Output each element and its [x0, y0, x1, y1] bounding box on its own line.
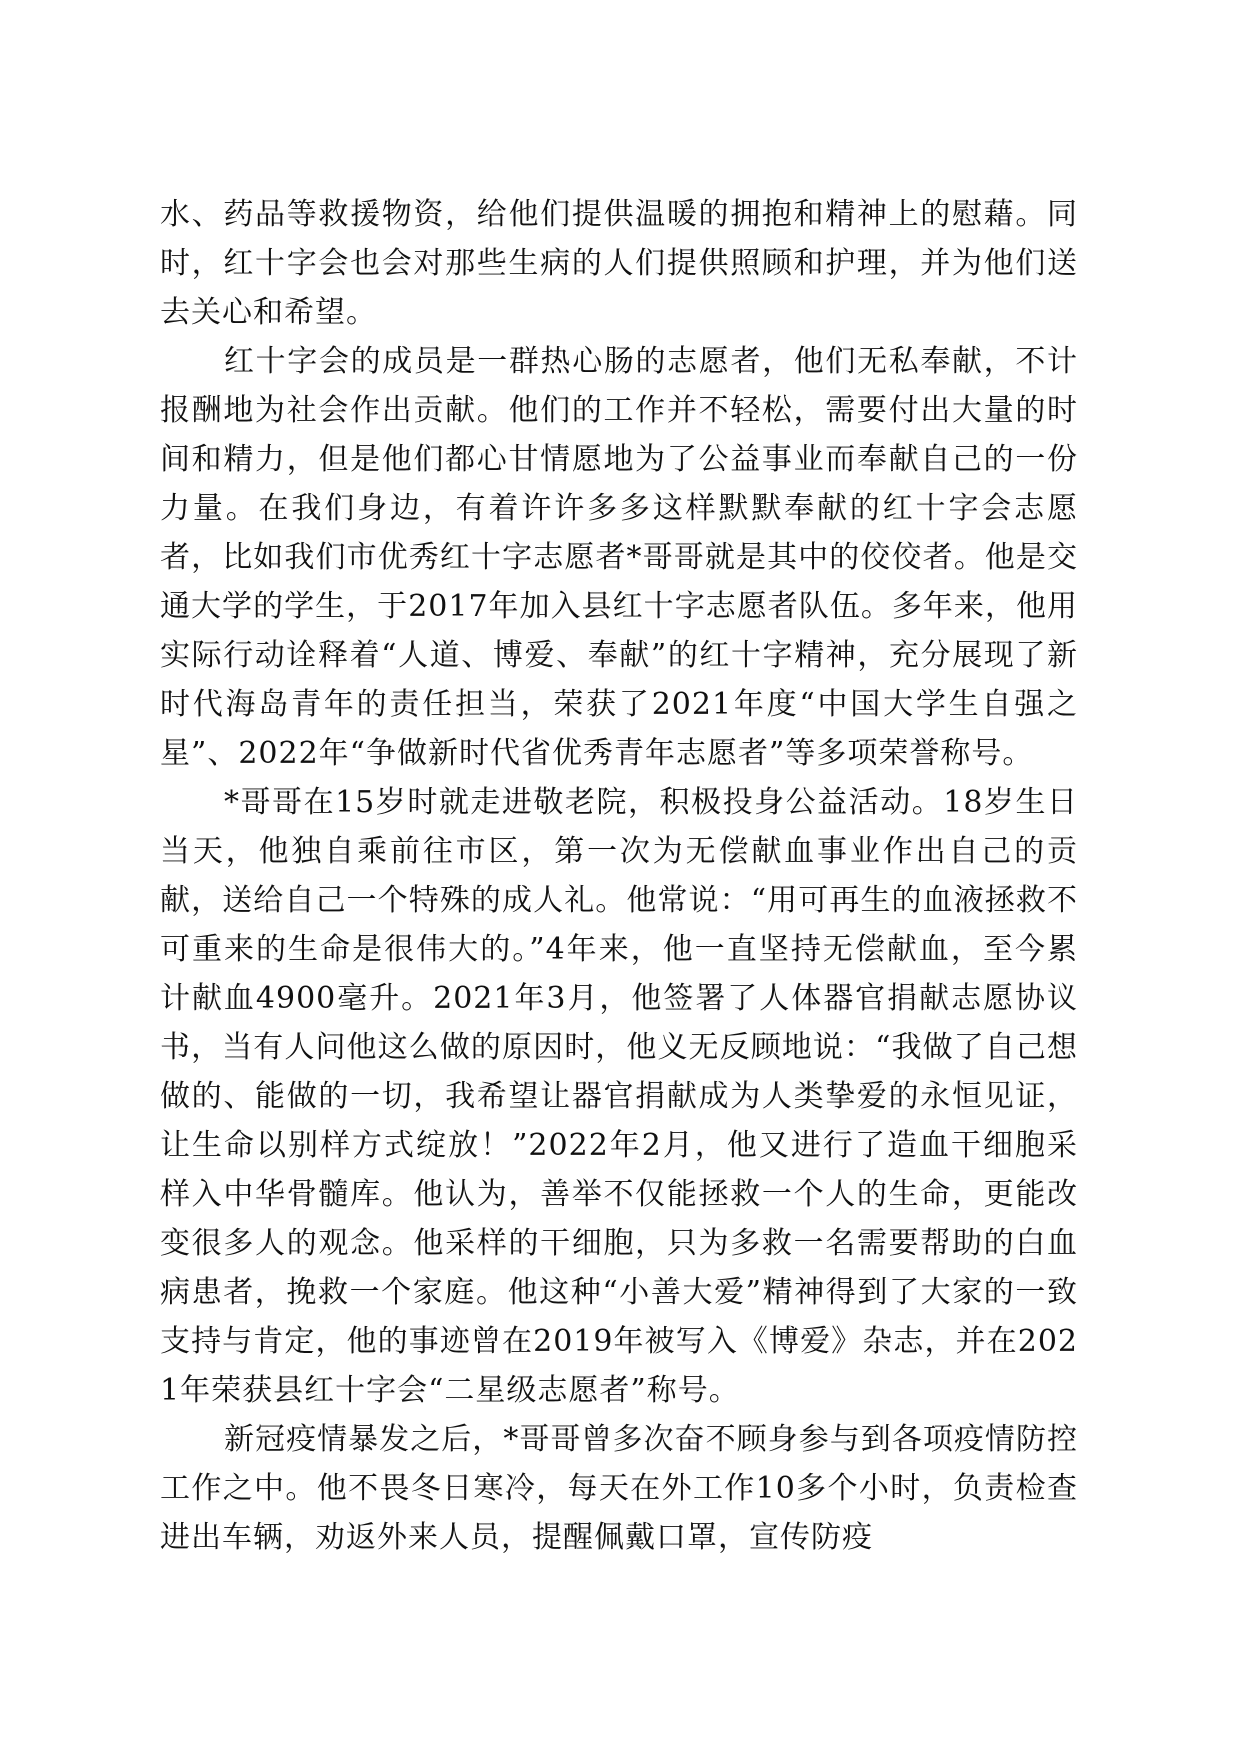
paragraph-blood-donation: *哥哥在15岁时就走进敬老院，积极投身公益活动。18岁生日当天，他独自乘前往市区，第一次为无偿献血事业作出自己的贡献，送给自己一个特殊的成人礼。他常说：“用可再生的血液拯救不可重来的生命是很伟大的。”4年来，他一直坚持无偿献血，至今累计献血4900毫升。2021年3月，他签署了人体器官捐献志愿协议书，当有人问他这么做的原因时，他义无反顾地说：“我做了自己想做的、能做的一切，我希望让器官捐献成为人类挚爱的永恒见证，让生命以别样方式绽放！”2022年2月，他又进行了造血干细胞采样入中华骨髓库。他认为，善举不仅能拯救一个人的生命，更能改变很多人的观念。他采样的干细胞，只为多救一名需要帮助的白血病患者，挽救一个家庭。他这种“小善大爱”精神得到了大家的一致支持与肯定，他的事迹曾在2019年被写入《博爱》杂志，并在2021年荣获县红十字会“二星级志愿者”称号。: [160, 785, 1078, 1408]
paragraph-red-cross-volunteers: 红十字会的成员是一群热心肠的志愿者，他们无私奉献，不计报酬地为社会作出贡献。他们的工作并不轻松，需要付出大量的时间和精力，但是他们都心甘情愿地为了公益事业而奉献自己的一份力量。在我们身边，有着许许多多这样默默奉献的红十字会志愿者，比如我们市优秀红十字志愿者*哥哥就是其中的佼佼者。他是交通大学的学生，于2017年加入县红十字志愿者队伍。多年来，他用实际行动诠释着“人道、博爱、奉献”的红十字精神，充分展现了新时代海岛青年的责任担当，荣获了2021年度“中国大学生自强之星”、2022年“争做新时代省优秀青年志愿者”等多项荣誉称号。: [160, 344, 1078, 771]
document-body: [160, 190, 1078, 1562]
paragraph-continuation: 水、药品等救援物资，给他们提供温暖的拥抱和精神上的慰藉。同时，红十字会也会对那些生病的人们提供照顾和护理，并为他们送去关心和希望。: [160, 197, 1078, 330]
paragraph-epidemic-work: 新冠疫情暴发之后，*哥哥曾多次奋不顾身参与到各项疫情防控工作之中。他不畏冬日寒冷，每天在外工作10多个小时，负责检查进出车辆，劝返外来人员，提醒佩戴口罩，宣传防疫: [160, 1422, 1078, 1555]
